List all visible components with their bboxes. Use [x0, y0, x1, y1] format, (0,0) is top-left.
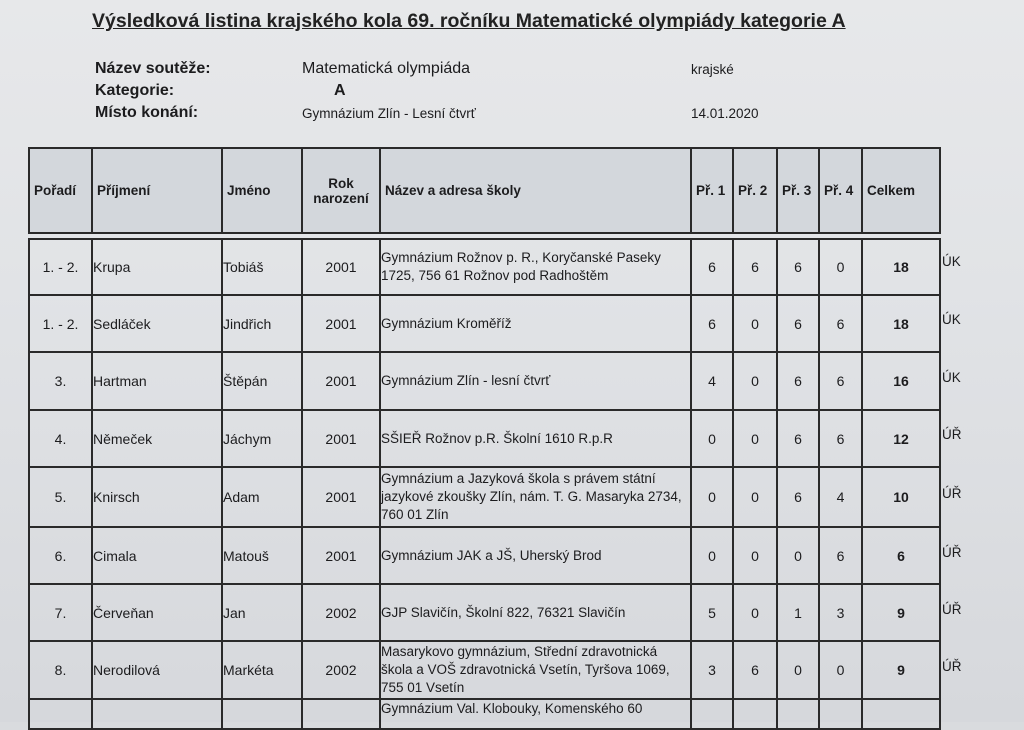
rank-cell: 1. - 2.: [29, 239, 92, 295]
page-title: Výsledková listina krajského kola 69. ročníku Matematické olympiády kategorie A: [92, 10, 846, 32]
empty-cell: [777, 699, 819, 729]
table-row: [29, 641, 940, 699]
name-cell: Jindřich: [222, 295, 302, 352]
total-cell: 12: [862, 410, 940, 467]
grade-label: ÚŘ: [942, 427, 962, 442]
p4-cell: 6: [819, 410, 862, 467]
p4-cell: 6: [819, 527, 862, 584]
p1-cell: 0: [691, 410, 733, 467]
p4-cell: 4: [819, 467, 862, 527]
year-cell: 2001: [302, 295, 380, 352]
p2-cell: 6: [733, 641, 777, 699]
year-cell: 2002: [302, 641, 380, 699]
total-cell: 18: [862, 295, 940, 352]
col-header-rank: Pořadí: [29, 148, 92, 233]
year-cell: 2001: [302, 527, 380, 584]
surname-cell: Nerodilová: [92, 641, 222, 699]
school-cell: Masarykovo gymnázium, Střední zdravotnická škola a VOŠ zdravotnická Vsetín, Tyršova 1069, 755 01 Vsetín: [380, 641, 691, 699]
rank-cell: 5.: [29, 467, 92, 527]
p1-cell: 6: [691, 239, 733, 295]
venue-label: Místo konání:: [95, 104, 199, 121]
year-cell: 2001: [302, 410, 380, 467]
empty-cell: [862, 699, 940, 729]
grade-label: ÚŘ: [942, 602, 962, 617]
category-value: A: [334, 82, 346, 99]
table-row-partial: [29, 699, 940, 729]
school-cell: Gymnázium Rožnov p. R., Koryčanské Paseky 1725, 756 61 Rožnov pod Radhoštěm: [380, 239, 691, 295]
school-cell: Gymnázium JAK a JŠ, Uherský Brod: [380, 527, 691, 584]
empty-cell: [733, 699, 777, 729]
rank-cell: 6.: [29, 527, 92, 584]
p1-cell: 0: [691, 467, 733, 527]
grade-label: ÚK: [942, 312, 961, 327]
table-row: [29, 295, 940, 352]
empty-cell: [819, 699, 862, 729]
surname-cell: Sedláček: [92, 295, 222, 352]
p2-cell: 6: [733, 239, 777, 295]
total-cell: 18: [862, 239, 940, 295]
year-cell: 2001: [302, 239, 380, 295]
total-cell: 9: [862, 641, 940, 699]
empty-cell: [92, 699, 222, 729]
p3-cell: 6: [777, 352, 819, 410]
table-row: [29, 584, 940, 641]
year-cell: 2001: [302, 352, 380, 410]
p2-cell: 0: [733, 295, 777, 352]
total-cell: 6: [862, 527, 940, 584]
name-cell: Jan: [222, 584, 302, 641]
rank-cell: 4.: [29, 410, 92, 467]
col-header-name: Jméno: [222, 148, 302, 233]
surname-cell: Knirsch: [92, 467, 222, 527]
col-header-p1: Př. 1: [691, 148, 733, 233]
competition-value: Matematická olympiáda: [302, 60, 471, 77]
table-row: [29, 410, 940, 467]
name-cell: Štěpán: [222, 352, 302, 410]
p3-cell: 6: [777, 295, 819, 352]
table-row: [29, 527, 940, 584]
p1-cell: 3: [691, 641, 733, 699]
p2-cell: 0: [733, 410, 777, 467]
empty-cell: [691, 699, 733, 729]
col-header-p4: Př. 4: [819, 148, 862, 233]
col-header-p2: Př. 2: [733, 148, 777, 233]
p3-cell: 0: [777, 641, 819, 699]
p3-cell: 0: [777, 527, 819, 584]
name-cell: Jáchym: [222, 410, 302, 467]
surname-cell: Krupa: [92, 239, 222, 295]
school-cell: Gymnázium Kroměříž: [380, 295, 691, 352]
year-cell: 2002: [302, 584, 380, 641]
name-cell: Markéta: [222, 641, 302, 699]
col-header-birth-year: Rok narození: [302, 148, 380, 233]
p3-cell: 6: [777, 239, 819, 295]
empty-cell: [302, 699, 380, 729]
p4-cell: 0: [819, 641, 862, 699]
p1-cell: 5: [691, 584, 733, 641]
school-cell: Gymnázium Val. Klobouky, Komenského 60: [380, 699, 691, 729]
name-cell: Adam: [222, 467, 302, 527]
col-header-p3: Př. 3: [777, 148, 819, 233]
surname-cell: Červeňan: [92, 584, 222, 641]
grade-label: ÚŘ: [942, 545, 962, 560]
total-cell: 9: [862, 584, 940, 641]
col-header-school: Název a adresa školy: [380, 148, 691, 233]
venue-value: Gymnázium Zlín - Lesní čtvrť: [302, 106, 476, 121]
rank-cell: 1. - 2.: [29, 295, 92, 352]
p1-cell: 4: [691, 352, 733, 410]
p3-cell: 6: [777, 467, 819, 527]
p1-cell: 0: [691, 527, 733, 584]
p4-cell: 3: [819, 584, 862, 641]
name-cell: Tobiáš: [222, 239, 302, 295]
total-cell: 10: [862, 467, 940, 527]
table-row: [29, 467, 940, 527]
grade-label: ÚK: [942, 254, 961, 269]
category-label: Kategorie:: [95, 82, 175, 99]
competition-label: Název soutěže:: [95, 60, 211, 77]
results-table: [28, 147, 941, 730]
surname-cell: Hartman: [92, 352, 222, 410]
p2-cell: 0: [733, 527, 777, 584]
p1-cell: 6: [691, 295, 733, 352]
p2-cell: 0: [733, 352, 777, 410]
school-cell: Gymnázium Zlín - lesní čtvrť: [380, 352, 691, 410]
table-row: [29, 352, 940, 410]
level-value: krajské: [691, 62, 734, 77]
empty-cell: [222, 699, 302, 729]
date-value: 14.01.2020: [691, 106, 759, 121]
table-header-row: [29, 148, 940, 233]
rank-cell: 8.: [29, 641, 92, 699]
p4-cell: 6: [819, 352, 862, 410]
school-cell: SŠIEŘ Rožnov p.R. Školní 1610 R.p.R: [380, 410, 691, 467]
col-header-total: Celkem: [862, 148, 940, 233]
surname-cell: Němeček: [92, 410, 222, 467]
col-header-surname: Příjmení: [92, 148, 222, 233]
surname-cell: Cimala: [92, 527, 222, 584]
p3-cell: 1: [777, 584, 819, 641]
p4-cell: 0: [819, 239, 862, 295]
rank-cell: 3.: [29, 352, 92, 410]
name-cell: Matouš: [222, 527, 302, 584]
p2-cell: 0: [733, 467, 777, 527]
year-cell: 2001: [302, 467, 380, 527]
grade-label: ÚŘ: [942, 659, 962, 674]
p2-cell: 0: [733, 584, 777, 641]
empty-cell: [29, 699, 92, 729]
school-cell: GJP Slavičín, Školní 822, 76321 Slavičín: [380, 584, 691, 641]
school-cell: Gymnázium a Jazyková škola s právem státní jazykové zkoušky Zlín, nám. T. G. Masaryka 2734, 760 01 Zlín: [380, 467, 691, 527]
table-row: [29, 239, 940, 295]
grade-label: ÚŘ: [942, 486, 962, 501]
p4-cell: 6: [819, 295, 862, 352]
p3-cell: 6: [777, 410, 819, 467]
grade-label: ÚK: [942, 370, 961, 385]
total-cell: 16: [862, 352, 940, 410]
rank-cell: 7.: [29, 584, 92, 641]
